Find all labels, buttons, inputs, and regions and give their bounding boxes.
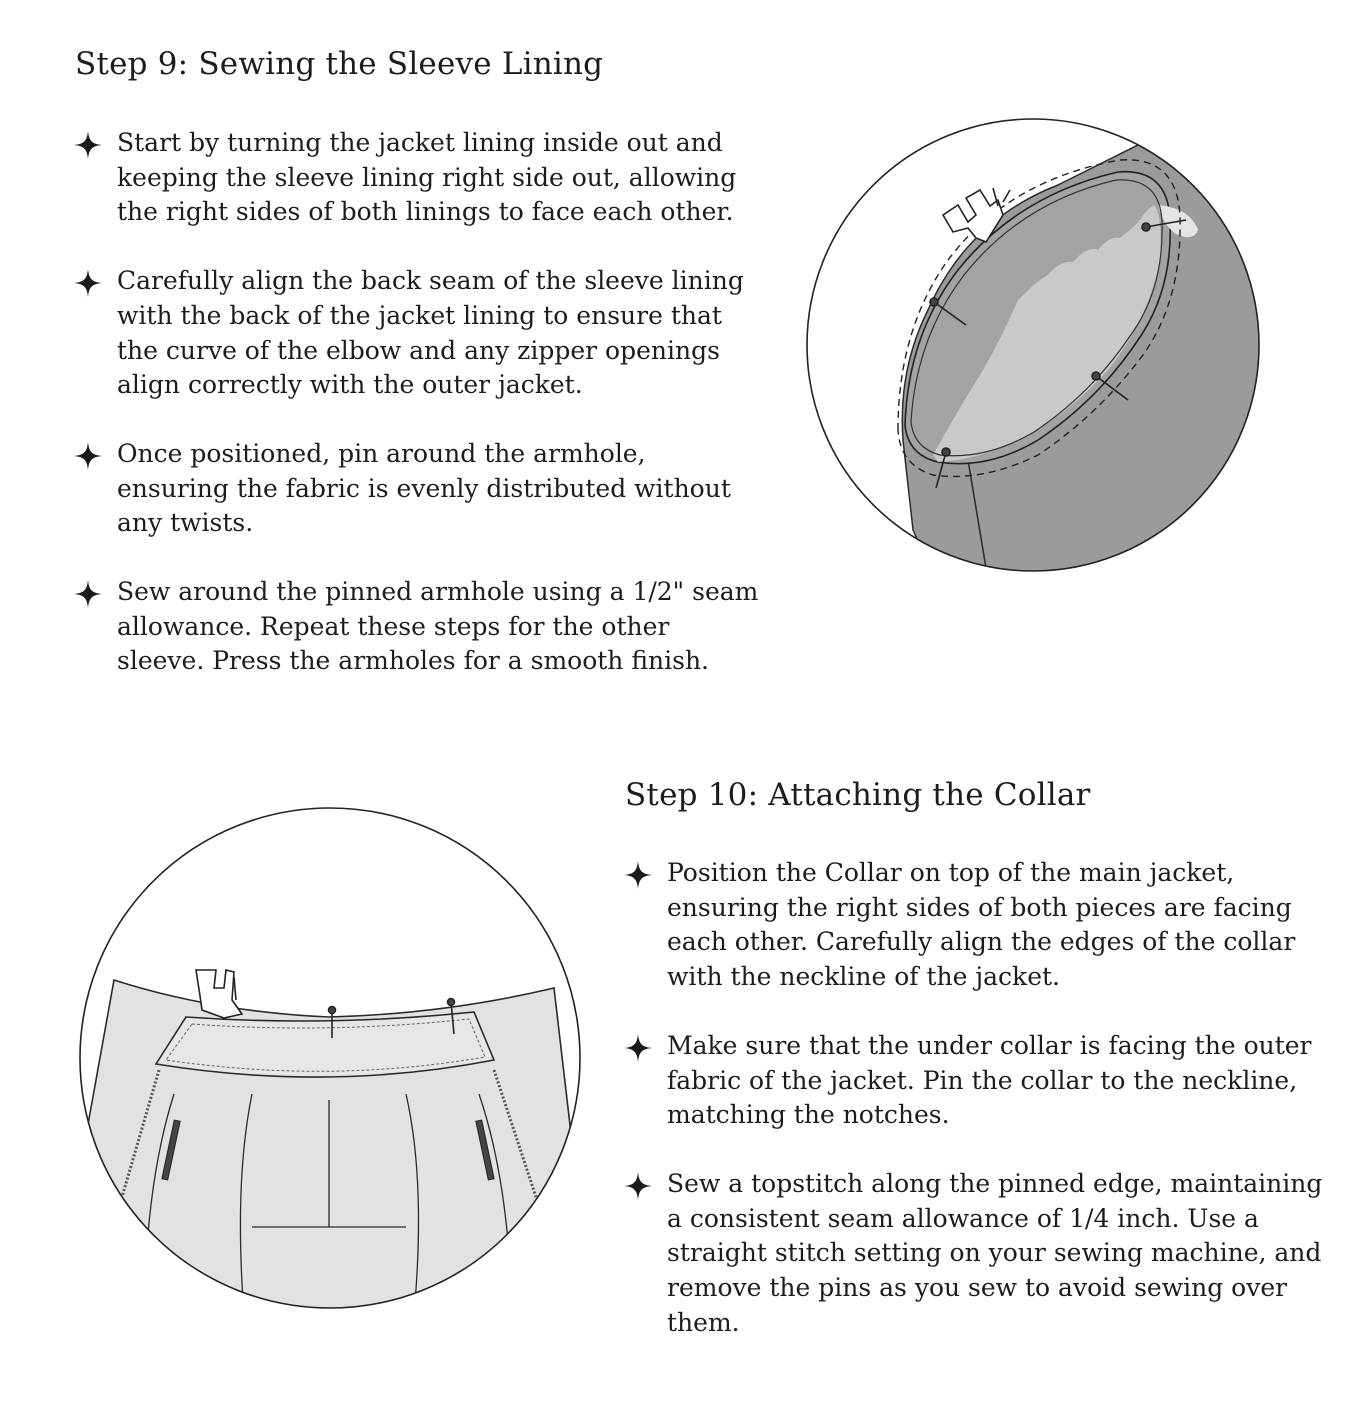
four-point-star-icon <box>623 860 653 890</box>
list-item <box>623 1029 1323 1133</box>
four-point-star-icon <box>73 441 103 471</box>
list-item <box>73 264 763 403</box>
bullet-text: Sew around the pinned armhole using a 1/2" seam allowance. Repeat these steps for the other sleeve. Press the armholes for a smooth finish. <box>117 577 759 676</box>
bullet-text: Position the Collar on top of the main jacket, ensuring the right sides of both pieces are facing each other. Carefully align the edges of the collar with the neckline of the jacket. <box>667 858 1296 992</box>
four-point-star-icon <box>623 1171 653 1201</box>
list-item <box>73 575 763 679</box>
bullet-text: Make sure that the under collar is facing the outer fabric of the jacket. Pin the collar to the neckline, matching the notches. <box>667 1030 1312 1130</box>
list-item <box>623 856 1323 995</box>
bullet-text: Once positioned, pin around the armhole, ensuring the fabric is evenly distributed without any twists. <box>117 438 731 538</box>
four-point-star-icon <box>623 1033 653 1063</box>
collar-attaching-illustration <box>74 802 586 1314</box>
list-item <box>623 1167 1323 1341</box>
step10-bullet-list <box>623 856 1323 1374</box>
four-point-star-icon <box>73 268 103 298</box>
bullet-text: Carefully align the back seam of the sleeve lining with the back of the jacket lining to ensure that the curve of the elbow and any zipper openings align correctly with the outer jacket. <box>117 266 744 400</box>
step9-title: Step 9: Sewing the Sleeve Lining <box>75 46 604 82</box>
list-item <box>73 437 763 541</box>
step9-bullet-list <box>73 126 763 713</box>
step10-title: Step 10: Attaching the Collar <box>625 777 1091 813</box>
bullet-text: Start by turning the jacket lining inside out and keeping the sleeve lining right side out, allowing the right sides of both linings to face each other. <box>117 128 737 227</box>
four-point-star-icon <box>73 130 103 160</box>
sleeve-armhole-illustration <box>798 110 1268 580</box>
bullet-text: Sew a topstitch along the pinned edge, maintaining a consistent seam allowance of 1/4 inch. Use a straight stitch setting on your sewing machine, and remove the pins as you sew to avoid sewing over them. <box>667 1168 1323 1337</box>
list-item <box>73 126 763 230</box>
four-point-star-icon <box>73 579 103 609</box>
